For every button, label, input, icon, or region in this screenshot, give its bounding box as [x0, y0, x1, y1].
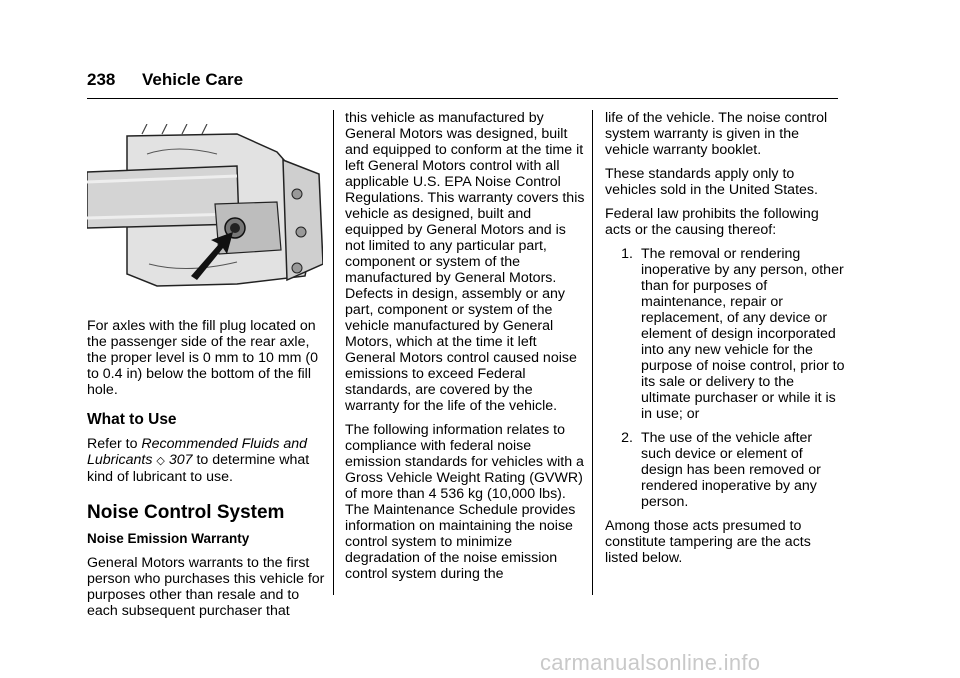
prohibited-acts-list — [605, 246, 845, 510]
warranty-continued-paragraph: this vehicle as manufactured by General Motors was designed, built and equipped to conform at the time it left General Motors control with all applicable U.S. EPA Noise Control Regulations. This warranty covers this vehicle as designed, built and equipped by General Motors and is not limited to any particular part, component or system of the manufactured by General Motors. Defects in design, assembly or any part, component or system of the vehicle manufactured by General Motors, which at the time it left General Motors control caused noise emissions to exceed Federal standards, are covered by the warranty for the life of the vehicle. — [345, 110, 585, 414]
page-number: 238 — [87, 70, 116, 89]
page-ref-number[interactable]: 307 — [168, 452, 193, 468]
column-divider-2 — [592, 110, 593, 595]
list-item — [605, 430, 845, 510]
section-title: Vehicle Care — [142, 70, 244, 89]
warranty-heading: Noise Emission Warranty — [87, 531, 250, 546]
column-1 — [87, 110, 325, 627]
what-to-use-heading: What to Use — [87, 411, 177, 428]
page-header — [87, 70, 243, 90]
recommended-fluids-link[interactable]: Recommended Fluids and Lubricants — [87, 436, 308, 468]
warranty-booklet-paragraph: life of the vehicle. The noise control system warranty is given in the vehicle warranty booklet. — [605, 110, 828, 158]
list-item — [605, 246, 845, 422]
page-ref-arrow-icon: ◇ — [156, 455, 165, 467]
list-item-text: The use of the vehicle after such device or element of design has been removed or rendered inoperative by any person. — [641, 430, 821, 510]
axle-fill-plug-illustration — [87, 124, 323, 292]
tampering-paragraph: Among those acts presumed to constitute tampering are the acts listed below. — [605, 518, 811, 566]
list-item-number: 2. — [621, 430, 633, 446]
refer-after-text: to determine what kind of lubricant to use. — [87, 452, 310, 485]
column-2 — [345, 110, 585, 590]
watermark: carmanualsonline.info — [540, 650, 761, 675]
header-rule — [87, 98, 838, 99]
column-3 — [605, 110, 845, 574]
what-to-use-paragraph — [87, 436, 325, 485]
compliance-paragraph: The following information relates to compliance with federal noise emission standards for vehicles with a Gross Vehicle Weight Rating (GVWR) of more than 4 536 kg (10,000 lbs). The Maintenance Schedule provides information on maintaining the noise control system to minimize degradation of the noise emission control system during the — [345, 422, 584, 582]
fill-plug-paragraph: For axles with the fill plug located on the passenger side of the rear axle, the proper level is 0 mm to 10 mm (0 to 0.4 in) below the bottom of the fill hole. — [87, 318, 319, 398]
column-divider-1 — [333, 110, 334, 595]
federal-law-paragraph: Federal law prohibits the following acts or the causing thereof: — [605, 206, 819, 238]
list-item-number: 1. — [621, 246, 633, 262]
standards-paragraph: These standards apply only to vehicles sold in the United States. — [605, 166, 818, 198]
refer-to-text: Refer to — [87, 436, 138, 452]
axle-fill-plug-drawing — [87, 124, 323, 292]
noise-control-heading: Noise Control System — [87, 502, 285, 523]
warranty-paragraph: General Motors warrants to the first person who purchases this vehicle for purposes other than resale and to each subsequent purchaser that — [87, 555, 325, 619]
list-item-text: The removal or rendering inoperative by any person, other than for purposes of maintenance, repair or replacement, of any device or element of design incorporated into any new vehicle for the purpose of noise control, prior to its sale or delivery to the ultimate purchaser or while it is in use; or — [641, 246, 845, 422]
